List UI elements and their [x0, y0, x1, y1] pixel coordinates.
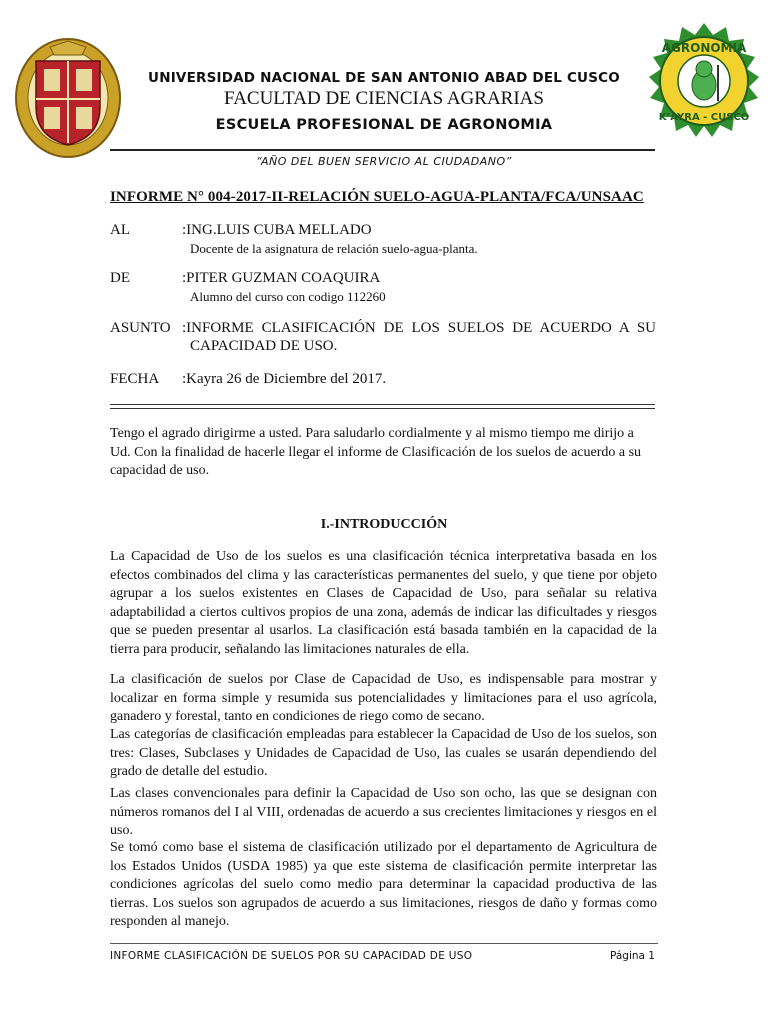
- year-motto: “AÑO DEL BUEN SERVICIO AL CIUDADANO”: [256, 155, 512, 168]
- agronomia-logo-bottom-text: K’AYRA - CUSCO: [658, 112, 750, 123]
- informe-title: INFORME N° 004-2017-II-RELACIÓN SUELO-AGUA-PLANTA/FCA/UNSAAC: [110, 189, 644, 205]
- intro-paragraph-5: Se tomó como base el sistema de clasificación utilizado por el departamento de Agricultura de los Estados Unidos (USDA 1985) ya que este sistema de clasificación permite interpretar las condiciones agrícolas del suelo como medio para determinar la capacidad productiva de las tierras. Los suelos son agrupados de acuerdo a sus limitaciones, riesgos de daño y formas como responden al manejo.: [110, 840, 657, 929]
- intro-paragraph-3: Las categorías de clasificación empleadas para establecer la Capacidad de Uso de los suelos, son tres: Clases, Subclases y Unidades de Capacidad de Uso, las cuales se usarán dependiendo del grado de detalle del estudio.: [110, 727, 657, 779]
- de-label: DE: [110, 270, 130, 286]
- asunto-value-line2: CAPACIDAD DE USO.: [190, 338, 338, 354]
- greeting-paragraph: Tengo el agrado dirigirme a usted. Para saludarlo cordialmente y al mismo tiempo me dirijo a Ud. Con la finalidad de hacerle llegar el informe de Clasificación de los suelos de acuerdo a su capacidad de uso.: [110, 426, 642, 478]
- footer-title: INFORME CLASIFICACIÓN DE SUELOS POR SU CAPACIDAD DE USO: [110, 950, 473, 962]
- faculty-name: FACULTAD DE CIENCIAS AGRARIAS: [224, 88, 544, 109]
- section-title-introduccion: I.-INTRODUCCIÓN: [320, 517, 448, 532]
- footer-divider: [110, 943, 658, 944]
- intro-paragraph-4: Las clases convencionales para definir la Capacidad de Uso son ocho, las que se designan con números romanos del I al VIII, ordenadas de acuerdo a sus crecientes limitaciones y riesgos en el uso.: [110, 786, 657, 838]
- agronomia-logo-top-text: AGRONOMIA: [661, 41, 747, 55]
- page-number: Página 1: [610, 950, 655, 962]
- fecha-value: :Kayra 26 de Diciembre del 2017.: [182, 371, 387, 387]
- al-description: Docente de la asignatura de relación suelo-agua-planta.: [190, 241, 478, 256]
- university-name: UNIVERSIDAD NACIONAL DE SAN ANTONIO ABAD DEL CUSCO: [148, 70, 620, 86]
- header-divider: [110, 149, 655, 151]
- fecha-label: FECHA: [110, 371, 160, 387]
- asunto-value-line1: :INFORME CLASIFICACIÓN DE LOS SUELOS DE ACUERDO A SU: [182, 320, 656, 336]
- school-name: ESCUELA PROFESIONAL DE AGRONOMIA: [215, 117, 553, 133]
- de-value: :PITER GUZMAN COAQUIRA: [182, 270, 381, 286]
- intro-paragraph-2: La clasificación de suelos por Clase de Capacidad de Uso, es indispensable para mostrar y localizar en forma simple y resumida sus potencialidades y limitaciones para el uso agrícola, ganadero y forestal, tanto en condiciones de riego como de secano.: [110, 672, 657, 724]
- double-divider: [110, 404, 655, 409]
- de-description: Alumno del curso con codigo 112260: [190, 289, 386, 304]
- asunto-label: ASUNTO: [110, 320, 171, 336]
- al-label: AL: [110, 222, 130, 238]
- intro-paragraph-1: La Capacidad de Uso de los suelos es una clasificación técnica interpretativa basada en los efectos combinados del clima y las características permanentes del suelo, y que tiene por objeto agrupar a los suelos existentes en Clases de Capacidad de Uso, para señalar su relativa adaptabilidad a ciertos cultivos propios de una zona, además de indicar las dificultades y riesgos que se pueden presentar al usarlos. La clasificación está basada también en la capacidad de la tierra para producir, señalando las limitaciones naturales de ella.: [110, 549, 657, 657]
- al-value: :ING.LUIS CUBA MELLADO: [182, 222, 372, 238]
